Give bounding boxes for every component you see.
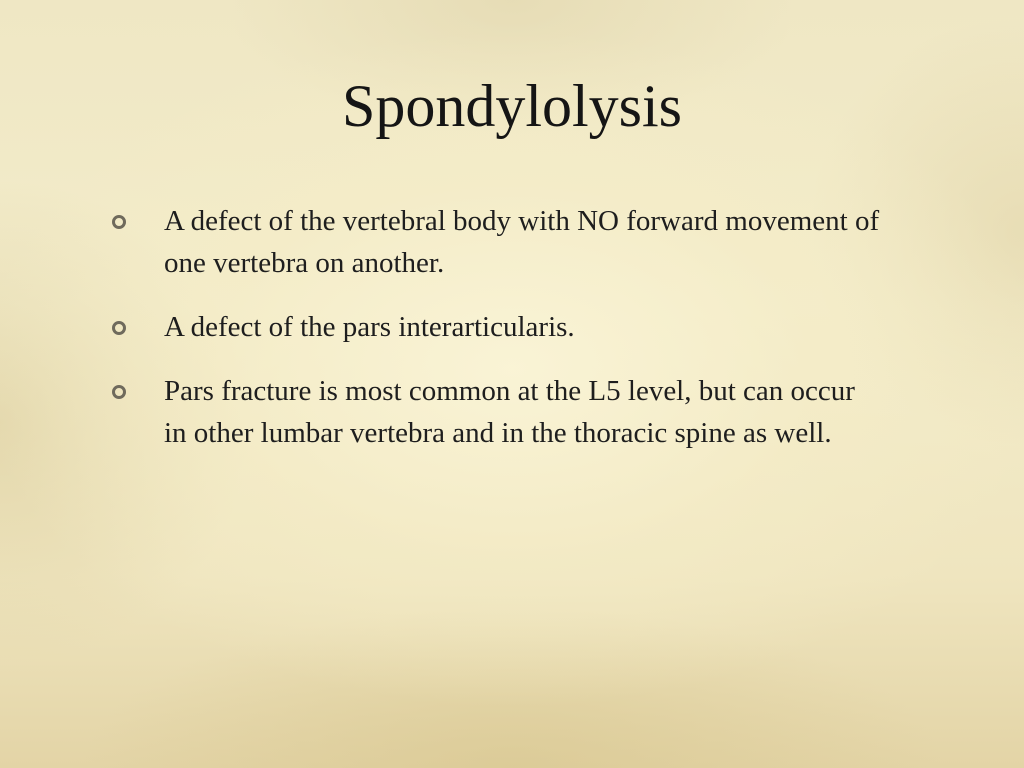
bullet-list [112,200,912,476]
hollow-circle-icon [112,321,126,335]
bullet-text: A defect of the vertebral body with NO forward movement of one vertebra on another. [164,205,880,279]
bullet-text: A defect of the pars interarticularis. [164,311,575,343]
bullet-item [112,200,912,284]
hollow-circle-icon [112,215,126,229]
hollow-circle-icon [112,385,126,399]
bullet-item [112,370,912,454]
bullet-item [112,306,912,348]
slide-title: Spondylolysis [341,73,683,139]
bullet-text: Pars fracture is most common at the L5 level, but can occur in other lumbar vertebra and in the thoracic spine as well. [164,375,855,449]
